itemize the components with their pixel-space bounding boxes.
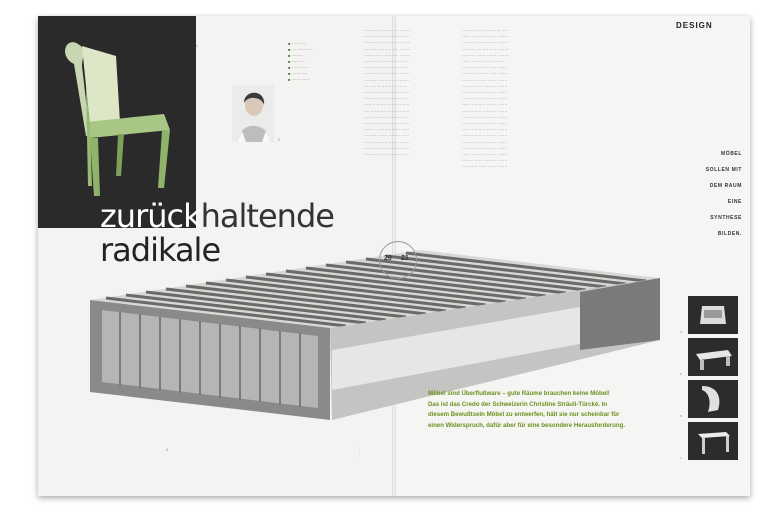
- intro-callout: Möbel sind Überflußware – gute Räume brauchen keine Möbel! Das ist das Credo der Schweizerin Christine Sträuli-Türcké. In diesem Bewußtsein Möbel zu entwerfen, hält sie nur scheinbar für einen Widerspruch, dafür aber für eine besondere Herausforderung.: [428, 390, 626, 429]
- page-number-right: 21: [401, 255, 409, 262]
- photo-marker-1: 1: [196, 44, 198, 48]
- headline-part-dark: haltende: [200, 197, 334, 235]
- designer-portrait: [232, 85, 274, 142]
- side-quote: MÖBEL SOLLEN MIT DEM RAUM EINE SYNTHESE BILDEN.: [705, 151, 742, 237]
- headline-line-2: radikale: [100, 231, 221, 269]
- photo-marker-3: 3: [166, 448, 168, 452]
- photo-marker-2: 2: [278, 138, 280, 142]
- body-column-2: ·········· ······· ········· ····· ······ ········ ·········· ······· ········ ······ ·········· ······· ·········· ········ ······ ······· ········· ······· ······· ········ ······ ········· ······· ······· ········ ··········· ····· ······ ·········· ········ ······ ······· ······· ·········· ······ ······· ········ ······ ·········· ······ ··········· ······ ······· ······ ········ ········· ······· ······ ······ ·········· ······· ······· ········ ······ ·········· ······ ··········· ······ ······· ······ ········ ········· ······· ······ ······ ·········· ······· ······· ········ ······ ·········· ······ ··········· ······ ······· ······ ········ ········· ······· ······ ······ ·········· ······· ······· ········ ······ ·········· ······ ··········· ······ ······· ······: [462, 28, 509, 170]
- section-label: DESIGN: [676, 21, 713, 30]
- body-column-1: ············ ········ ··· ········ ······· ········ ········· ······ ··········· ··· ······· ··· ······ ·········· ········ ····· ········ ········ ···· ··········· ······· ··········· ········ ······· ···· ····· ········ ······· ········· ·········· ········ ····· ······· ·········· ···· ········ ········ ···· ······· ·········· ······· ········ ······· ·········· ····· ··········· ······ ········ ····· ········ ······· ·········· ····· ···· ··········· ······ ········· ········ ······· ·········· ····· ······· ········· ······ ········ ········ ·········· ······ ······ ·········· ······ ········ ······ ······ ·········· ······· ······· ········ ······ ·········· ······ ··········· ······· ········ ····: [364, 28, 411, 158]
- headline-part-white: zurück: [100, 197, 201, 235]
- photo-credit: ···············: [358, 446, 361, 459]
- thumbnail-bench: 5: [688, 338, 738, 376]
- page-number-left: 20: [384, 255, 392, 262]
- thumbnail-table: 7: [688, 422, 738, 460]
- thumbnail-armchair: 4: [688, 296, 738, 334]
- page-numbers: [379, 241, 417, 279]
- thumbnail-curved-chair: 6: [688, 380, 738, 418]
- biography-list: ■ ············ ■ ················· ■ ········· ■ ··········· ■ ·············· ■ ············· ■ ···············: [288, 42, 313, 82]
